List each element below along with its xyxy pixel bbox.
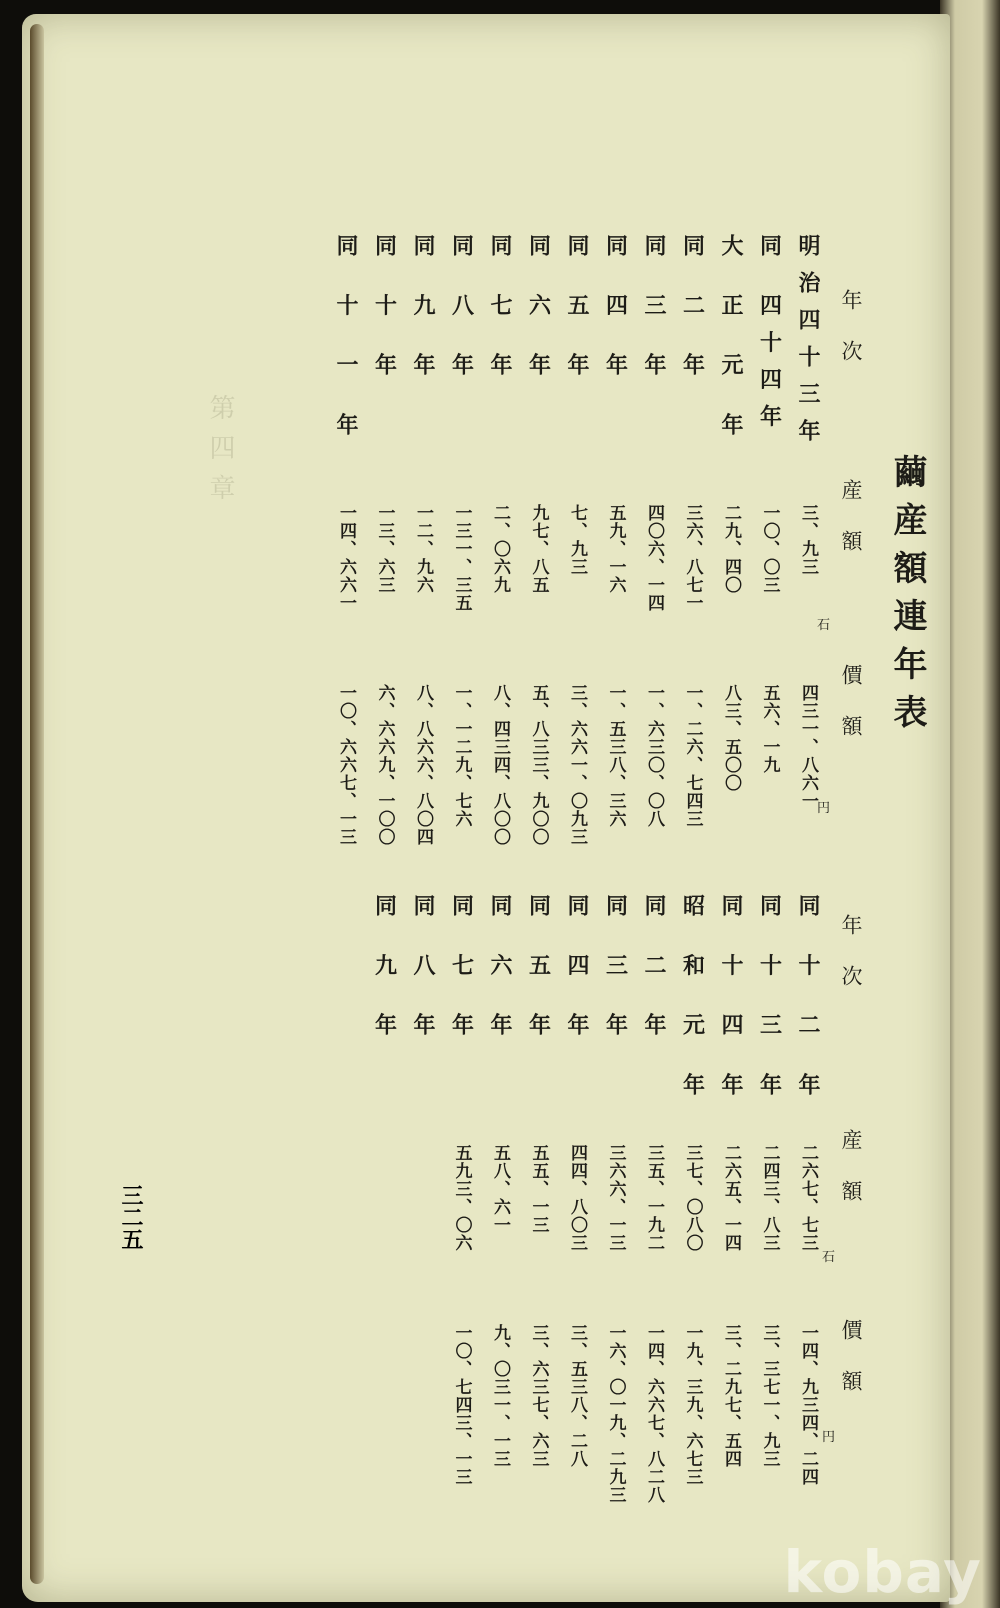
row-value: 一四、九三四、二四	[798, 1324, 818, 1486]
row-value: 一九、三九、六七三	[682, 1324, 703, 1486]
row-output: 九七、八五	[528, 504, 549, 594]
row-year: 昭 和 元 年	[679, 894, 706, 1110]
row-value: 五、八三三、九〇〇	[528, 684, 549, 846]
row-output: 五八、六一	[490, 1144, 510, 1234]
unit-koku: 石	[822, 1250, 836, 1265]
row-year: 同 十 三 年	[756, 894, 783, 1110]
unit-yen: 円	[817, 801, 831, 816]
header-value: 價額	[839, 664, 863, 766]
row-year: 同 五 年	[564, 234, 590, 391]
row-output: 五五、一三	[528, 1144, 549, 1234]
row-value: 三、三七一、九三	[759, 1324, 780, 1468]
row-value: 一〇、六六七、一三	[336, 684, 356, 846]
row-value: 六、六六九、一〇〇	[374, 684, 395, 846]
row-output: 二九、四〇	[721, 504, 741, 594]
row-output: 一三一、三五	[451, 504, 472, 612]
row-value: 一、六三〇、〇八	[644, 684, 664, 828]
row-value: 三、六三七、六三	[528, 1324, 549, 1468]
page-number: 三二五	[118, 1184, 144, 1250]
unit-yen: 円	[822, 1430, 836, 1445]
row-output: 二六七、七三	[798, 1144, 818, 1252]
row-year: 同 十 二 年	[795, 894, 821, 1110]
row-value: 四三一、八六一	[798, 684, 818, 810]
row-value: 三、二九七、五四	[721, 1324, 741, 1468]
row-year: 大 正 元 年	[718, 234, 744, 450]
row-value: 八、四三四、八〇〇	[490, 684, 510, 846]
row-output: 七、九三	[567, 504, 587, 576]
row-year: 同 八 年	[410, 894, 436, 1051]
row-year: 同 十 四 年	[718, 894, 744, 1110]
row-output: 一四、六六一	[336, 504, 356, 612]
row-output: 一〇、〇三	[759, 504, 780, 594]
row-value: 一、二六、七四三	[682, 684, 703, 828]
row-year: 同 二 年	[679, 234, 706, 391]
row-year: 同 三 年	[602, 894, 629, 1051]
book-page	[22, 14, 950, 1602]
row-output: 三七、〇八〇	[682, 1144, 703, 1252]
row-year: 同 四 年	[564, 894, 590, 1051]
row-value: 一四、六六七、八二八	[644, 1324, 664, 1504]
row-value: 一六、〇一九、二九三	[605, 1324, 626, 1504]
row-year: 明治四十三年	[795, 234, 821, 456]
row-output: 一三、六三	[374, 504, 395, 594]
row-year: 同 十 一 年	[333, 234, 359, 450]
row-year: 同 四 年	[602, 234, 629, 391]
show-through-text	[272, 264, 301, 434]
row-output: 三五、一九二	[644, 1144, 664, 1252]
row-year: 同 八 年	[448, 234, 475, 391]
watermark-logo: kobay	[783, 1538, 982, 1606]
row-year: 同 七 年	[448, 894, 475, 1051]
show-through-text: 第四章	[205, 394, 235, 514]
header-output: 産額	[839, 1129, 863, 1231]
row-value: 五六、一九	[759, 684, 780, 774]
unit-koku: 石	[817, 618, 831, 633]
row-output: 二四三、八三	[759, 1144, 780, 1252]
row-year: 同 四十四年	[756, 234, 783, 442]
row-value: 三、五三八、二八	[567, 1324, 587, 1468]
row-value: 一、五三八、三六	[605, 684, 626, 828]
row-value: 一、一二九、七六	[451, 684, 472, 828]
row-output: 五九三、〇六	[451, 1144, 472, 1252]
row-value: 一〇、七四三、一三	[451, 1324, 472, 1486]
row-output: 二、〇六九	[490, 504, 510, 594]
row-value: 三、六六一、〇九三	[567, 684, 587, 846]
header-year: 年次	[839, 289, 863, 391]
row-output: 五九、一六	[605, 504, 626, 594]
page-title: 繭産額連年表	[887, 454, 927, 742]
row-year: 同 七 年	[487, 234, 513, 391]
header-value: 價額	[839, 1319, 863, 1421]
row-year: 同 二 年	[641, 894, 667, 1051]
row-year: 同 九 年	[371, 894, 398, 1051]
header-year: 年次	[839, 914, 863, 1016]
row-output: 一二、九六	[413, 504, 433, 594]
row-year: 同 三 年	[641, 234, 667, 391]
row-output: 三六、八七一	[682, 504, 703, 612]
page-binding-edge	[30, 24, 44, 1584]
row-value: 八、八六六、八〇四	[413, 684, 433, 846]
row-value: 九、〇三一、一三	[490, 1324, 510, 1468]
row-year: 同 九 年	[410, 234, 436, 391]
row-output: 二六五、一四	[721, 1144, 741, 1252]
row-year: 同 五 年	[525, 894, 552, 1051]
row-value: 八三、五〇〇	[721, 684, 741, 792]
row-output: 三、九三	[798, 504, 818, 576]
row-year: 同 六 年	[487, 894, 513, 1051]
row-output: 四〇六、一四	[644, 504, 664, 612]
header-output: 産額	[839, 479, 863, 581]
row-year: 同 六 年	[525, 234, 552, 391]
row-output: 四四、八〇三	[567, 1144, 587, 1252]
row-output: 三六六、一三	[605, 1144, 626, 1252]
row-year: 同 十 年	[371, 234, 398, 391]
